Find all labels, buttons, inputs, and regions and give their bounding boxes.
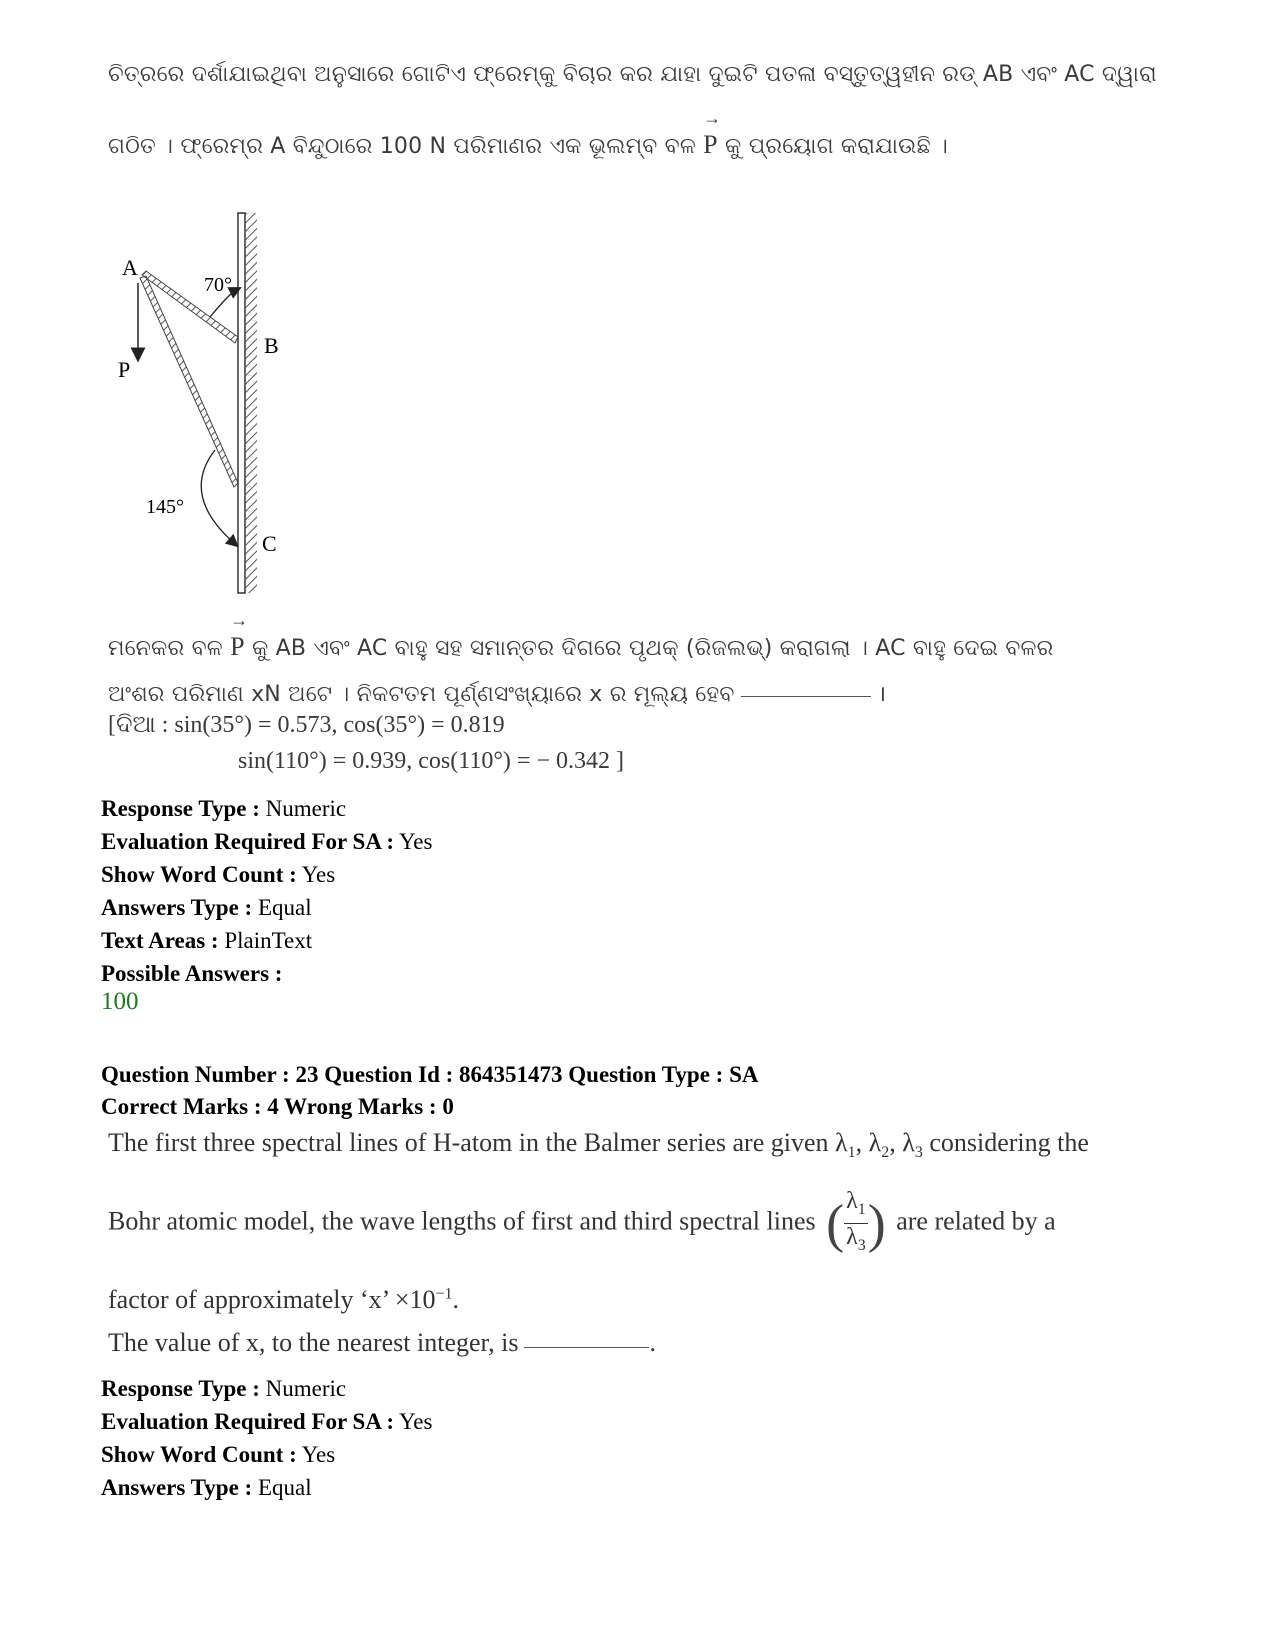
- q22-metadata: [101, 792, 432, 990]
- answer-blank: [741, 696, 871, 697]
- wall: [238, 213, 245, 593]
- possible-answer-value: 100: [101, 988, 139, 1015]
- q23-evaluation-row: Evaluation Required For SA : Yes: [101, 1409, 433, 1434]
- q23-header-line-2: Correct Marks : 4 Wrong Marks : 0: [101, 1094, 454, 1119]
- q23-answers-type-row: Answers Type : Equal: [101, 1475, 312, 1500]
- angle-145-label: 145°: [146, 496, 184, 518]
- q22-text-line-2-post: କୁ ପ୍ରୟୋଗ କରାଯାଉଛି ।: [725, 134, 949, 159]
- label-c: C: [262, 531, 277, 556]
- label-a: A: [122, 255, 138, 280]
- label-b: B: [264, 333, 279, 358]
- possible-answers-row: Possible Answers :: [101, 961, 283, 986]
- text-areas-row: Text Areas : PlainText: [101, 928, 313, 953]
- q23-text-line-1: The first three spectral lines of H-atom in the Balmer series are given $\lambda_1$, $\lambda_2$, $\lambda_3$ considering the: [108, 1128, 1089, 1162]
- q22-text-line-4-text: ଅଂଶର ପରିମାଣ xN ଅଟେ । ନିକଟତମ ପୂର୍ଣ୍ଣସଂଖ୍ୟାରେ x ର ମୂଲ୍ୟ ହେବ: [108, 682, 735, 707]
- q23-text-line-4: The value of x, to the nearest integer, is .: [108, 1328, 656, 1357]
- q23-text-line-3: factor of approximately ‘x’ $\times 10^{-1}$.: [108, 1285, 460, 1314]
- q22-text-line-2-pre: ଗଠିତ । ଫ୍ରେମ୍‌ର A ବିନ୍ଦୁଠାରେ 100 N ପରିମାଣର ଏକ ଭୂଲମ୍ବ ବଳ: [108, 134, 696, 159]
- q22-text-line-3-post: କୁ AB ଏବଂ AC ବାହୁ ସହ ସମାନ୍ତର ଦିଗରେ ପୃଥକ୍ (ରିଜଲଭ୍) କରାଗଲା । AC ବାହୁ ଦେଇ ବଳର: [251, 636, 1054, 661]
- response-type-row: Response Type : Numeric: [101, 796, 347, 821]
- given-values-line-2: sin(110°) = 0.939, cos(110°) = − 0.342 ]: [238, 748, 624, 774]
- q22-text-line-1: ଚିତ୍ରରେ ଦର୍ଶାଯାଇଥିବା ଅନୁସାରେ ଗୋଟିଏ ଫ୍ରେମ୍‌କୁ ବିଚାର କର ଯାହା ଦୁଇଟି ପତଳା ବସ୍ତୁତ୍ୱହୀନ ରଡ୍ AB ଏବଂ AC ଦ୍ୱାରା: [108, 62, 1157, 87]
- answers-type-row: Answers Type : Equal: [101, 895, 312, 920]
- lambda-ratio-fraction: ( $\frac{\lambda_1}{\lambda_3}$ ): [826, 1188, 886, 1254]
- q23-header-line-1: Question Number : 23 Question Id : 864351473 Question Type : SA: [101, 1062, 759, 1087]
- vector-p-symbol: → P: [703, 130, 718, 160]
- q23-metadata: [101, 1372, 432, 1504]
- q23-response-type-row: Response Type : Numeric: [101, 1376, 347, 1401]
- q22-text-line-3: [108, 632, 1054, 662]
- evaluation-row: Evaluation Required For SA : Yes: [101, 829, 433, 854]
- vector-p-symbol-2: → P: [230, 632, 245, 662]
- angle-70-label: 70°: [204, 274, 232, 296]
- q22-text-line-3-pre: ମନେକର ବଳ: [108, 636, 223, 661]
- q23-answer-blank: [524, 1347, 649, 1348]
- given-values-line-1: [ଦିଆ : sin(35°) = 0.573, cos(35°) = 0.819: [108, 712, 505, 738]
- q23-text-line-2: Bohr atomic model, the wave lengths of first and third spectral lines ( $\frac{\lambda_1}{\lambda_3}$ ) are related by a: [108, 1188, 1056, 1259]
- word-count-row: Show Word Count : Yes: [101, 862, 336, 887]
- q23-word-count-row: Show Word Count : Yes: [101, 1442, 336, 1467]
- wall-hatch: [245, 213, 257, 593]
- label-p: P: [118, 357, 131, 382]
- q22-text-line-4: ଅଂଶର ପରିମାଣ xN ଅଟେ । ନିକଟତମ ପୂର୍ଣ୍ଣସଂଖ୍ୟାରେ x ର ମୂଲ୍ୟ ହେବ ।: [108, 682, 887, 707]
- q22-text-line-2: [108, 130, 948, 160]
- frame-diagram: [110, 205, 330, 605]
